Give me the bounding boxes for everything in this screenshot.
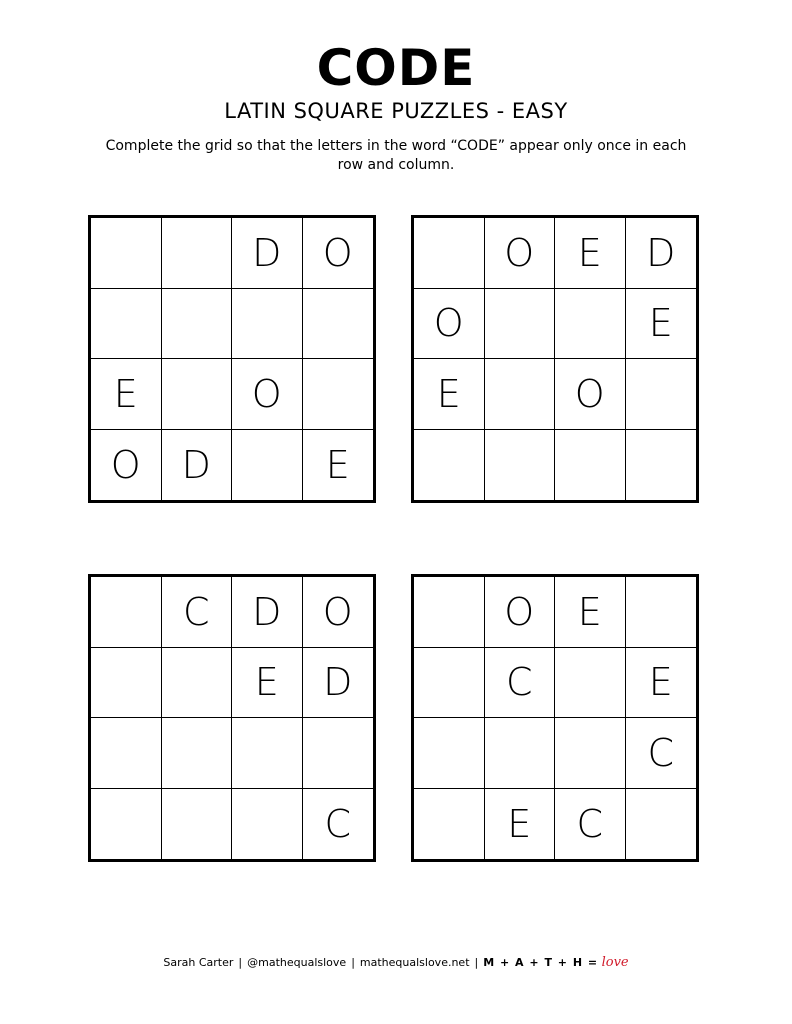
puzzle-cell[interactable]: E [555, 577, 626, 648]
puzzle-cell[interactable]: E [626, 289, 697, 360]
footer-separator: | [351, 956, 355, 969]
puzzle-cell[interactable]: C [485, 648, 556, 719]
puzzle-cell[interactable] [626, 359, 697, 430]
puzzle-cell[interactable] [485, 718, 556, 789]
puzzle-cell[interactable] [485, 289, 556, 360]
puzzle-cell[interactable] [232, 789, 303, 860]
puzzle-cell[interactable]: D [162, 430, 233, 501]
puzzle-cell[interactable]: D [232, 218, 303, 289]
puzzle-cell[interactable] [162, 718, 233, 789]
puzzle-cell[interactable] [414, 789, 485, 860]
instructions-text: Complete the grid so that the letters in the word “CODE” appear only once in each row and column. [105, 138, 687, 173]
puzzle-grid-1 [88, 215, 376, 503]
puzzle-cell[interactable] [414, 648, 485, 719]
puzzle-cell[interactable]: O [232, 359, 303, 430]
puzzle-cell[interactable]: C [324, 801, 352, 846]
footer-brand: M + A + T + H = [483, 956, 599, 969]
puzzle-cell[interactable]: C [626, 718, 697, 789]
footer-brand-love: love [601, 955, 629, 970]
puzzle-grid-3 [88, 574, 376, 862]
puzzle-cell[interactable] [162, 218, 233, 289]
puzzle-cell[interactable]: E [414, 359, 485, 430]
puzzle-cell[interactable] [162, 648, 233, 719]
puzzle-cell[interactable] [91, 218, 162, 289]
puzzle-grid-2 [411, 215, 699, 503]
footer-handle: @mathequalslove [247, 956, 347, 969]
puzzle-cell[interactable] [91, 648, 162, 719]
footer-website: mathequalslove.net [359, 956, 470, 969]
puzzle-cell[interactable] [485, 359, 556, 430]
puzzle-cell[interactable]: O [485, 218, 556, 289]
page-title: CODE [316, 39, 476, 97]
puzzle-cell[interactable]: D [303, 648, 374, 719]
footer-author: Sarah Carter [163, 956, 234, 969]
puzzle-cell[interactable] [414, 218, 485, 289]
puzzle-cell[interactable] [232, 289, 303, 360]
puzzle-cell[interactable] [232, 430, 303, 501]
puzzle-cell[interactable] [626, 430, 697, 501]
puzzle-cell[interactable]: E [555, 218, 626, 289]
puzzle-cell[interactable]: O [555, 359, 626, 430]
puzzle-cell[interactable] [91, 789, 162, 860]
puzzle-cell[interactable]: E [626, 648, 697, 719]
puzzle-cell[interactable] [555, 718, 626, 789]
puzzle-cell[interactable]: O [303, 218, 374, 289]
puzzle-cell[interactable] [555, 289, 626, 360]
footer-separator: | [474, 956, 479, 969]
puzzle-cell[interactable] [414, 430, 485, 501]
puzzle-cell[interactable]: D [232, 577, 303, 648]
puzzle-cell[interactable]: D [626, 218, 697, 289]
puzzle-cell[interactable] [626, 789, 697, 860]
puzzle-cell[interactable] [485, 430, 556, 501]
puzzle-cell[interactable]: E [325, 442, 350, 487]
page-subtitle: LATIN SQUARE PUZZLES - EASY [224, 99, 568, 123]
puzzle-cell[interactable]: O [303, 577, 374, 648]
puzzle-cell[interactable] [162, 359, 233, 430]
puzzle-cell[interactable]: C [162, 577, 233, 648]
puzzle-cell[interactable] [303, 718, 374, 789]
puzzle-cell[interactable] [555, 430, 626, 501]
puzzle-cell[interactable] [626, 577, 697, 648]
puzzle-cell[interactable] [303, 289, 374, 360]
puzzle-cell[interactable]: E [91, 359, 162, 430]
puzzle-cell[interactable]: E [232, 648, 303, 719]
footer-separator: | [238, 956, 243, 969]
puzzle-cell[interactable] [303, 359, 374, 430]
puzzle-cell[interactable]: E [485, 789, 556, 860]
puzzle-cell[interactable] [232, 718, 303, 789]
puzzle-cell[interactable]: O [485, 577, 556, 648]
puzzle-cell[interactable] [414, 718, 485, 789]
footer [0, 955, 792, 971]
puzzle-cell[interactable] [91, 718, 162, 789]
puzzle-cell[interactable]: O [91, 430, 162, 501]
puzzle-cell[interactable] [162, 789, 233, 860]
puzzle-cell[interactable]: C [555, 789, 626, 860]
puzzle-cell[interactable] [91, 289, 162, 360]
puzzle-cell[interactable] [555, 648, 626, 719]
puzzle-cell[interactable] [91, 577, 162, 648]
puzzle-cell[interactable] [162, 289, 233, 360]
puzzle-cell[interactable]: O [414, 289, 485, 360]
puzzle-grid-4 [411, 574, 699, 862]
puzzle-cell[interactable] [414, 577, 485, 648]
